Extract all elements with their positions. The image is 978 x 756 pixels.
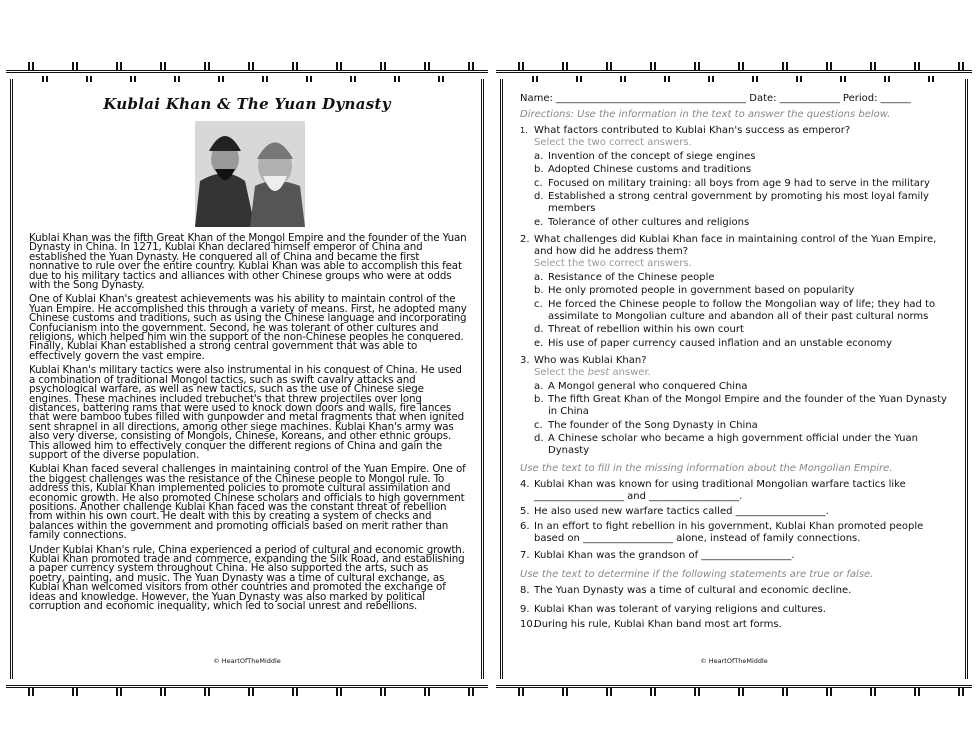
answer-option[interactable] <box>534 394 950 418</box>
questions-page <box>496 70 972 688</box>
answer-option[interactable] <box>534 338 950 350</box>
paragraph: Under Kublai Khan's rule, China experienced a period of cultural and economic growth. Kublai Khan promoted trade and commerce, expanding the Silk Road, and establishing a paper currency system throughout China. He also supported the arts, such as poetry, painting, and music. The Yuan Dynasty was a time of cultural exchange, as Kublai Khan welcomed visitors from other countries and promoted the exchange of ideas and knowledge. However, the Yuan Dynasty was also marked by political corruption and economic inequality, which led to social unrest and rebellions. <box>29 543 465 613</box>
border-decoration <box>496 688 972 696</box>
true-false-directions: Use the text to determine if the following statements are true or false. <box>520 569 874 581</box>
instruction-text: Select the <box>534 366 588 378</box>
question-number: 4. <box>520 479 530 491</box>
option-text: Tolerance of other cultures and religions <box>548 216 750 228</box>
option-text: Focused on military training: all boys from age 9 had to serve in the military <box>548 177 930 189</box>
question-item <box>520 479 950 503</box>
option-letter: a. <box>534 380 544 392</box>
answer-option[interactable] <box>534 191 950 215</box>
answer-option[interactable] <box>534 217 950 229</box>
question-3 <box>520 355 950 457</box>
question-number: 3. <box>520 354 530 366</box>
reading-passage-page <box>6 70 488 688</box>
paragraph: Kublai Khan was the fifth Great Khan of the Mongol Empire and the founder of the Yuan Dynasty in China. In 1271, Kublai Khan declared himself emperor of China and established the Yuan Dynasty. He conquered all of China and became the first nonnative to rule over the entire country. Kublai Khan was able to accomplish this feat due to his military tactics and alliances with other Chinese groups who were at odds with the Song Dynasty. <box>29 232 467 292</box>
paragraph: Kublai Khan's military tactics were also instrumental in his conquest of China. He used a combination of traditional Mongol tactics, such as swift cavalry attacks and psychological warfare, as well as new tactics, such as the use of Chinese siege engines. These machines included trebuchet's that threw projectiles over long distances, battering rams that were used to knock down doors and walls, fire lances that were bamboo tubes filled with gunpowder and metal fragments that when ignited sent shrapnel in all directions, among other siege machines. Kublai Khan's army was also very diverse, consisting of Mongols, Chinese, Koreans, and other ethnic groups. This allowed him to effectively conquer the different regions of China and gain the support of the diverse population. <box>29 364 465 461</box>
paragraph: Kublai Khan faced several challenges in maintaining control of the Yuan Empire. One of the biggest challenges was the resistance of the Chinese people to Mongol rule. To address this, Kublai Khan implemented policies to promote cultural assimilation and economic growth. He also promoted Chinese scholars and officials to high government positions. Another challenge Kublai Khan faced was the constant threat of rebellion from within his own court. He dealt with this by creating a system of checks and balances within the government and promoting officials based on merit rather than family connections. <box>29 463 466 542</box>
question-text: In an effort to fight rebellion in his government, Kublai Khan promoted people based on __________________ alone, instead of family connections. <box>534 521 924 545</box>
question-number: 7. <box>520 550 530 562</box>
question-item <box>520 550 950 562</box>
answer-option[interactable] <box>534 433 950 457</box>
answer-option[interactable] <box>534 285 950 297</box>
question-text: During his rule, Kublai Khan band most art forms. <box>534 619 782 631</box>
paragraph: One of Kublai Khan's greatest achievements was his ability to maintain control of the Yuan Empire. He accomplished this through a variety of means. First, he adopted many Chinese customs and traditions, such as using the Chinese language and incorporating Confucianism into the government. Second, he was tolerant of other cultures and religions, which helped him win the support of the non-Chinese peoples he conquered. Finally, Kublai Khan established a strong central government that was able to effectively govern the vast empire. <box>29 293 467 362</box>
copyright-footer: © HeartOfTheMiddle <box>700 657 768 665</box>
question-text: Kublai Khan was tolerant of varying religions and cultures. <box>534 604 826 616</box>
border-decoration <box>496 62 972 70</box>
option-letter: d. <box>534 191 544 203</box>
question-number: 6. <box>520 521 530 533</box>
directions: Directions: Use the information in the text to answer the questions below. <box>520 109 891 120</box>
option-text: A Mongol general who conquered China <box>548 380 748 392</box>
question-item <box>520 619 950 631</box>
answer-option[interactable] <box>534 381 950 393</box>
option-letter: b. <box>534 164 544 176</box>
option-text: Established a strong central government by promoting his most loyal family members <box>548 191 929 215</box>
option-letter: b. <box>534 394 544 406</box>
option-letter: e. <box>534 337 544 349</box>
answer-option[interactable] <box>534 324 950 336</box>
border-decoration <box>6 62 488 70</box>
option-text: Resistance of the Chinese people <box>548 271 715 283</box>
question-1 <box>520 125 950 229</box>
question-number: 10. <box>520 619 536 631</box>
question-text: Who was Kublai Khan? <box>534 354 647 366</box>
question-instruction <box>534 367 950 379</box>
answer-option[interactable] <box>534 151 950 163</box>
option-text: Invention of the concept of siege engines <box>548 150 756 162</box>
option-text: The founder of the Song Dynasty in China <box>548 419 758 431</box>
option-letter: a. <box>534 150 544 162</box>
fill-in-questions <box>520 479 950 562</box>
option-text: A Chinese scholar who became a high government official under the Yuan Dynasty <box>548 433 918 457</box>
question-text: The Yuan Dynasty was a time of cultural and economic decline. <box>534 585 852 597</box>
option-text: His use of paper currency caused inflation and an unstable economy <box>548 337 893 349</box>
option-letter: c. <box>534 419 543 431</box>
option-letter: c. <box>534 177 543 189</box>
question-text: Kublai Khan was the grandson of __________________. <box>534 550 795 562</box>
option-letter: a. <box>534 271 544 283</box>
answer-option[interactable] <box>534 164 950 176</box>
answer-option[interactable] <box>534 272 950 284</box>
question-instruction: Select the two correct answers. <box>534 137 692 148</box>
question-number: 8. <box>520 585 530 597</box>
question-text: What challenges did Kublai Khan face in maintaining control of the Yuan Empire, and how did he address them? <box>534 233 937 257</box>
true-false-questions <box>520 585 950 631</box>
instruction-emphasis: best <box>587 366 610 378</box>
option-letter: c. <box>534 298 543 310</box>
kublai-khan-portrait-image <box>195 121 305 227</box>
question-text: He also used new warfare tactics called __________________. <box>534 506 829 518</box>
question-number: 2. <box>520 233 530 245</box>
option-letter: d. <box>534 433 544 445</box>
page-title: Kublai Khan & The Yuan Dynasty <box>103 95 391 113</box>
question-number: 1. <box>520 126 528 135</box>
option-text: He only promoted people in government based on popularity <box>548 285 855 297</box>
answer-option[interactable] <box>534 299 950 323</box>
question-item <box>520 604 950 616</box>
date-field[interactable]: Date: ____________ <box>749 93 840 104</box>
option-text: Adopted Chinese customs and traditions <box>548 164 752 176</box>
border-decoration <box>20 76 474 82</box>
fill-in-directions: Use the text to fill in the missing information about the Mongolian Empire. <box>520 463 893 475</box>
answer-option[interactable] <box>534 178 950 190</box>
question-text: What factors contributed to Kublai Khan's success as emperor? <box>534 125 851 136</box>
border-decoration <box>6 688 488 696</box>
period-field[interactable]: Period: ______ <box>842 93 911 104</box>
question-number: 5. <box>520 506 530 518</box>
instruction-text: answer. <box>609 366 651 378</box>
question-item <box>520 521 950 545</box>
border-decoration <box>510 76 958 82</box>
question-text: Kublai Khan was known for using traditional Mongolian warfare tactics like __________________ and __________________. <box>534 479 906 503</box>
passage-text <box>29 234 467 616</box>
option-text: The fifth Great Khan of the Mongol Empire and the founder of the Yuan Dynasty in China <box>548 394 947 418</box>
option-text: Threat of rebellion within his own court <box>548 324 744 336</box>
question-instruction: Select the two correct answers. <box>534 257 692 269</box>
option-text: He forced the Chinese people to follow the Mongolian way of life; they had to assimilate to Mongolian culture and abandon all of their past cultural norms <box>548 298 936 322</box>
option-letter: b. <box>534 285 544 297</box>
answer-option[interactable] <box>534 420 950 432</box>
option-letter: d. <box>534 324 544 336</box>
student-info-header <box>520 93 950 105</box>
question-item <box>520 506 950 518</box>
name-field[interactable]: Name: ______________________________________ <box>520 93 747 104</box>
question-item <box>520 585 950 597</box>
copyright-footer: © HeartOfTheMiddle <box>213 657 281 665</box>
question-number: 9. <box>520 604 530 616</box>
option-letter: e. <box>534 216 544 228</box>
question-2 <box>520 234 950 350</box>
